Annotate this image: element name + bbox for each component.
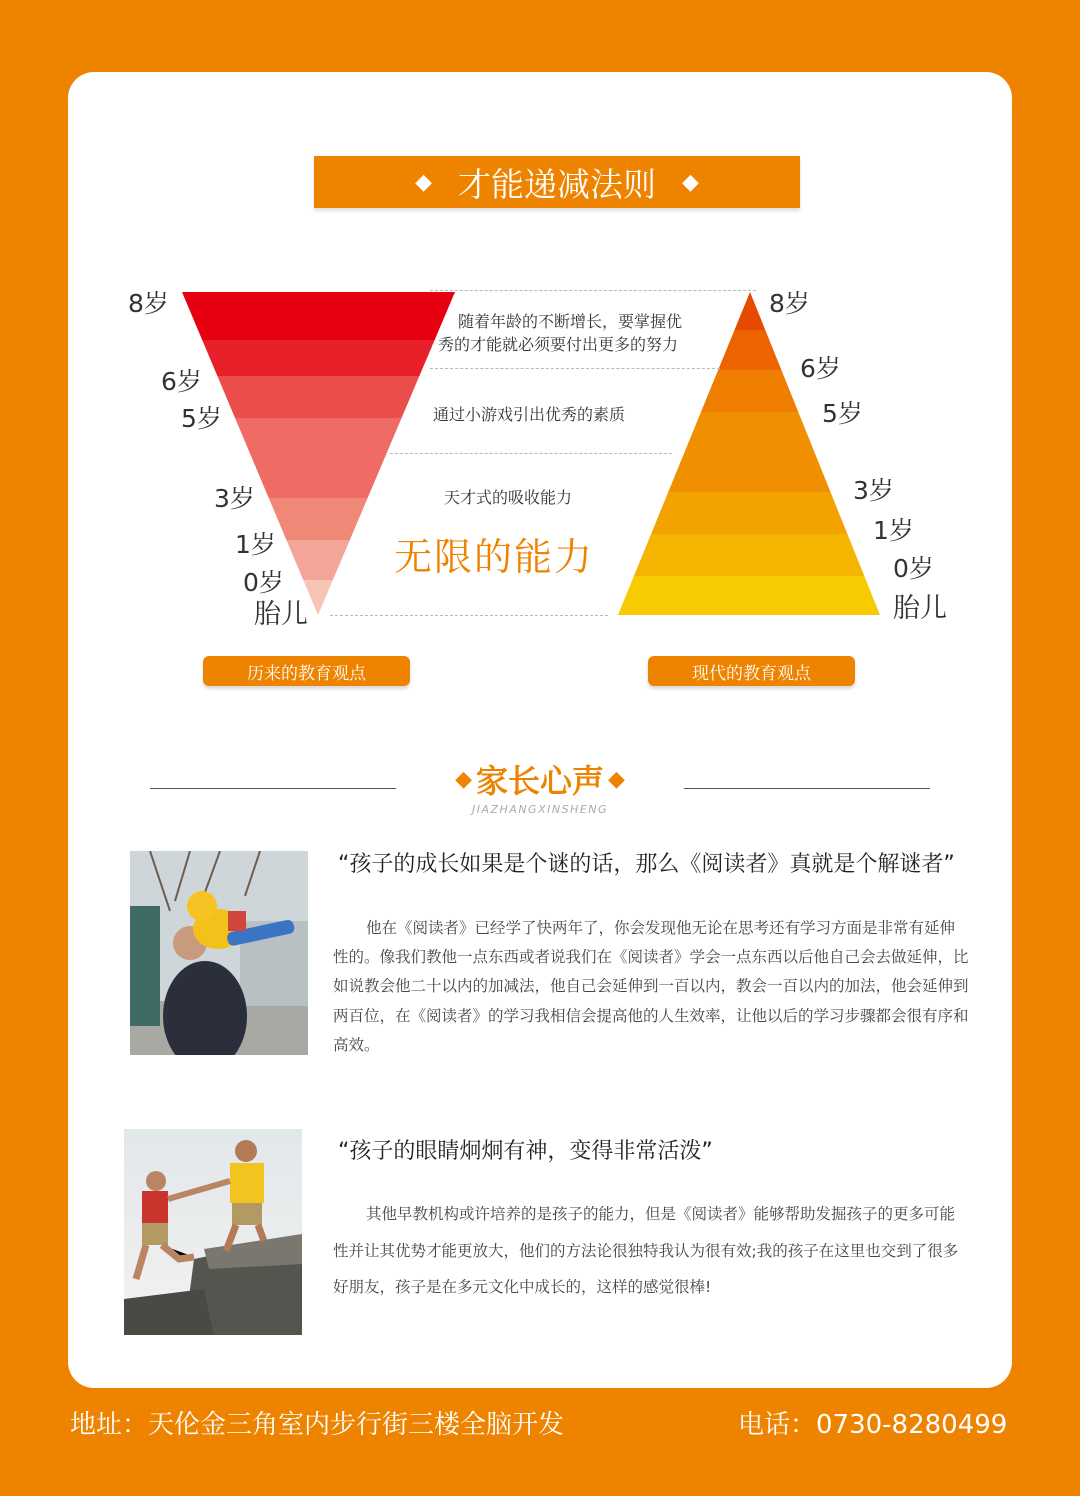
diamond-icon: ◆	[415, 169, 432, 195]
testimonial-1-text: 他在《阅读者》已经学了快两年了，你会发现他无论在思考还有学习方面是非常有延伸性的。像我们教他一点东西或者说我们在《阅读者》学会一点东西以后他自己会去做延伸，比如说教会他二十以内的加减法，他自己会延伸到一百以内，教会一百以内的加法，他会延伸到两百位，在《阅读者》的学习我相信会提高他的人生效率，让他以后的学习步骤都会很有序和高效。	[333, 919, 969, 1054]
page-title: 才能递减法则	[458, 164, 656, 204]
dashed-guide	[330, 615, 608, 616]
testimonial-2-text: 其他早教机构或许培养的是孩子的能力，但是《阅读者》能够帮助发掘孩子的更多可能性并让其优势才能更放大，他们的方法论很独特我认为很有效;我的孩子在这里也交到了很多好朋友，孩子是在多元文化中成长的，这样的感觉很棒!	[333, 1205, 959, 1296]
left-age-0: 0岁	[243, 568, 284, 597]
left-age-5: 5岁	[181, 404, 222, 433]
inverted-triangle-band	[269, 498, 368, 540]
photo-father-child	[130, 851, 308, 1055]
dashed-guide	[430, 368, 720, 369]
photo-climbing	[124, 1129, 302, 1335]
section-title	[426, 756, 654, 802]
section-subtitle: JIAZHANGXINSHENG	[471, 803, 609, 816]
diamond-icon: ◆	[608, 766, 625, 792]
dashed-guide	[390, 453, 672, 454]
right-age-1: 1岁	[873, 516, 914, 545]
inverted-triangle-band	[235, 418, 402, 498]
left-label: 历来的教育观点	[247, 663, 366, 684]
right-age-8: 8岁	[769, 289, 810, 318]
description-absorb: 天才式的吸收能力	[444, 488, 573, 507]
divider-left	[150, 788, 396, 789]
right-age-fetus: 胎儿	[893, 593, 947, 624]
right-age-5: 5岁	[822, 399, 863, 428]
left-age-fetus: 胎儿	[254, 599, 308, 630]
right-age-6: 6岁	[800, 354, 841, 383]
diamond-icon: ◆	[682, 169, 699, 195]
dashed-guide	[430, 290, 756, 291]
left-age-1: 1岁	[235, 530, 276, 559]
diamond-icon: ◆	[455, 766, 472, 792]
divider-right	[684, 788, 930, 789]
right-age-0: 0岁	[893, 554, 934, 583]
center-label: 无限的能力	[394, 535, 595, 579]
right-label-pill	[648, 656, 855, 686]
upright-triangle-band	[634, 534, 864, 576]
upright-triangle-band	[651, 492, 847, 534]
upright-triangle-band	[734, 292, 765, 330]
testimonial-2-quote: “孩子的眼睛炯炯有神，变得非常活泼”	[338, 1139, 713, 1164]
description-games: 通过小游戏引出优秀的素质	[433, 405, 626, 424]
description-line-2: 秀的才能就必须要付出更多的努力	[438, 335, 679, 354]
footer-phone: 电话：0730-8280499	[738, 1410, 1008, 1440]
right-age-3: 3岁	[853, 476, 894, 505]
left-age-3: 3岁	[214, 484, 255, 513]
testimonial-1-quote: “孩子的成长如果是个谜的话，那么《阅读者》真就是个解谜者”	[338, 852, 955, 877]
upright-triangle-band	[668, 412, 830, 492]
inverted-triangle-band	[182, 292, 455, 340]
left-age-8: 8岁	[128, 289, 169, 318]
inverted-triangle-band	[202, 340, 434, 376]
footer-address: 地址：天伦金三角室内步行街三楼全脑开发	[70, 1410, 565, 1440]
inverted-triangle-band	[286, 540, 349, 580]
description-line-1: 随着年龄的不断增长，要掌握优	[458, 312, 683, 331]
section-title-text: 家长心声	[475, 762, 604, 800]
right-label: 现代的教育观点	[692, 663, 811, 684]
left-age-6: 6岁	[161, 367, 202, 396]
inverted-triangle-band	[217, 376, 419, 418]
left-label-pill	[203, 656, 410, 686]
upright-triangle-band	[718, 330, 781, 370]
upright-triangle-band	[701, 370, 798, 412]
upright-triangle-band	[618, 576, 880, 615]
